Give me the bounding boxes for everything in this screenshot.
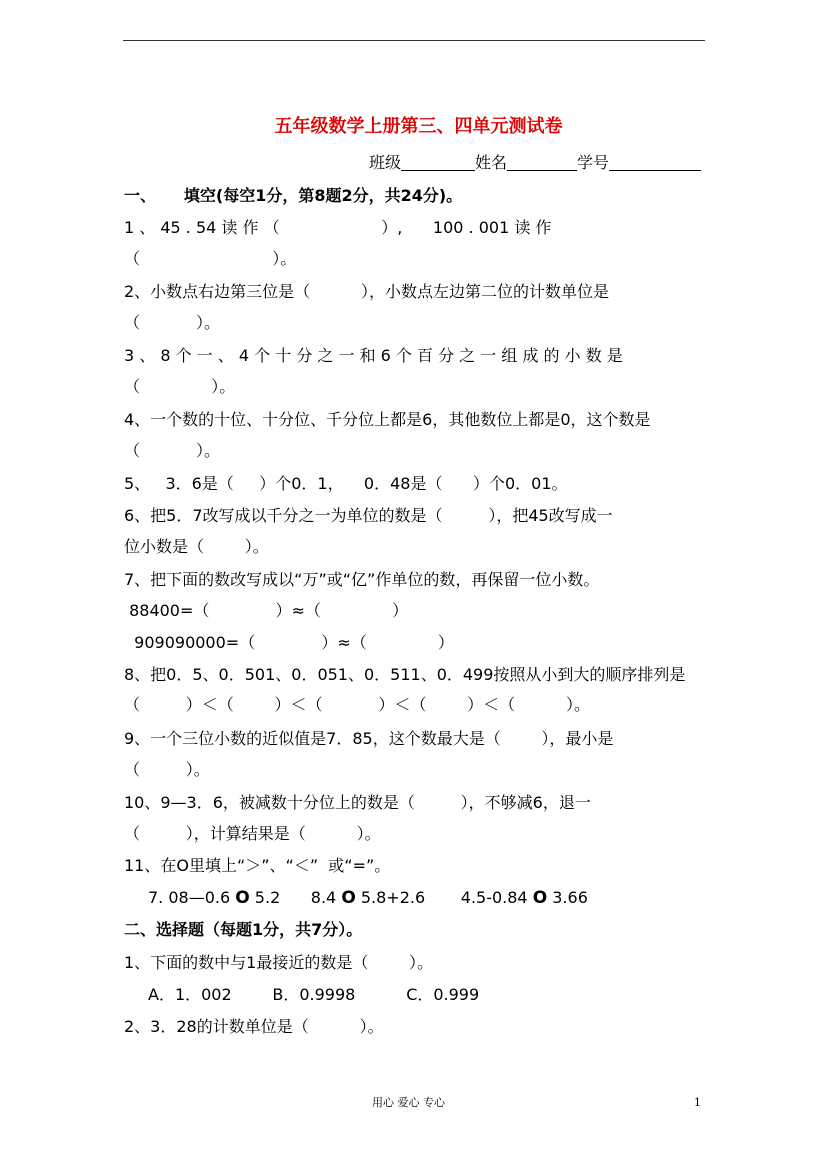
- page-title: 五年级数学上册第三、四单元测试卷: [274, 116, 563, 137]
- q11-expr-4: 5.8+2.6: [360, 888, 426, 907]
- q8-line1: 8、把0．5、0．501、0．051、0．511、0．499按照从小到大的顺序排列是: [124, 665, 686, 684]
- option-a[interactable]: A．1．002: [148, 985, 232, 1004]
- q7-item-b: 909090000=（ ）≈（ ）: [124, 633, 454, 652]
- s2-q1-options: [148, 985, 479, 1005]
- page-footer: 用心 爱心 专心: [372, 1096, 445, 1109]
- q7-line: 7、把下面的数改写成以“万”或“亿”作单位的数，再保留一位小数。: [124, 570, 600, 589]
- q8-line2: （ ）＜（ ）＜（ ）＜（ ）＜（ ）。: [124, 695, 590, 714]
- s2-q1-line: 1、下面的数中与1最接近的数是（ ）。: [124, 953, 434, 972]
- q11-expr-2: 5.2: [254, 888, 281, 907]
- q9-line1: 9、一个三位小数的近似值是7．85，这个数最大是（ ），最小是: [124, 729, 614, 748]
- q7-item-a: 88400=（ ）≈（ ）: [124, 601, 409, 620]
- q10-line2: （ ），计算结果是（ ）。: [124, 824, 381, 843]
- compare-circle-icon[interactable]: O: [532, 888, 548, 908]
- q6-line1: 6、把5．7改写成以千分之一为单位的数是（ ），把45改写成一: [124, 506, 613, 525]
- section1-heading: 一、 填空(每空1分，第8题2分，共24分)。: [124, 186, 463, 205]
- q3-line1: 3 、 8 个 一 、 4 个 十 分 之 一 和 6 个 百 分 之 一 组 成 的 小 数 是: [124, 346, 623, 365]
- option-b[interactable]: B．0.9998: [272, 985, 356, 1004]
- q6-line2: 位小数是（ ）。: [124, 537, 269, 556]
- q2-line2: （ ）。: [124, 313, 220, 332]
- q4-line1: 4、一个数的十位、十分位、千分位上都是6，其他数位上都是0，这个数是: [124, 410, 651, 429]
- q1-line2: （ ）。: [124, 249, 297, 268]
- q11-items: [148, 888, 588, 908]
- q11-line: 11、在O里填上“＞”、“＜” 或“=”。: [124, 856, 391, 875]
- q9-line2: （ ）。: [124, 760, 210, 779]
- compare-circle-icon[interactable]: O: [235, 888, 250, 908]
- q11-expr-5: 4.5-0.84: [460, 888, 528, 907]
- student-info: [369, 153, 701, 173]
- class-label: 班级: [369, 153, 402, 172]
- page-number: 1: [694, 1096, 701, 1109]
- q11-expr-3: 8.4: [310, 888, 337, 907]
- q10-line1: 10、9—3．6，被减数十分位上的数是（ ），不够减6，退一: [124, 793, 591, 812]
- option-c[interactable]: C．0.999: [406, 985, 480, 1004]
- header-rule: [123, 40, 705, 41]
- q4-line2: （ ）。: [124, 441, 220, 460]
- q11-expr-1: 7. 08—0.6: [148, 888, 231, 907]
- compare-circle-icon[interactable]: O: [341, 888, 356, 908]
- q5-line: 5、 3．6是（ ）个0．1， 0．48是（ ）个0．01。: [124, 474, 568, 493]
- section2-heading: 二、选择题（每题1分，共7分）。: [124, 920, 363, 939]
- number-label: 学号: [577, 153, 610, 172]
- name-label: 姓名: [475, 153, 508, 172]
- number-blank[interactable]: [609, 154, 701, 171]
- s2-q2-line: 2、3．28的计数单位是（ ）。: [124, 1017, 384, 1036]
- q2-line1: 2、小数点右边第三位是（ ），小数点左边第二位的计数单位是: [124, 282, 610, 301]
- name-blank[interactable]: [507, 154, 577, 171]
- q11-expr-6: 3.66: [552, 888, 588, 907]
- class-blank[interactable]: [401, 154, 475, 171]
- q3-line2: （ ）。: [124, 377, 236, 396]
- q1-line1: 1 、 45 . 54 读 作 （ ）, 100 . 001 读 作: [124, 218, 552, 237]
